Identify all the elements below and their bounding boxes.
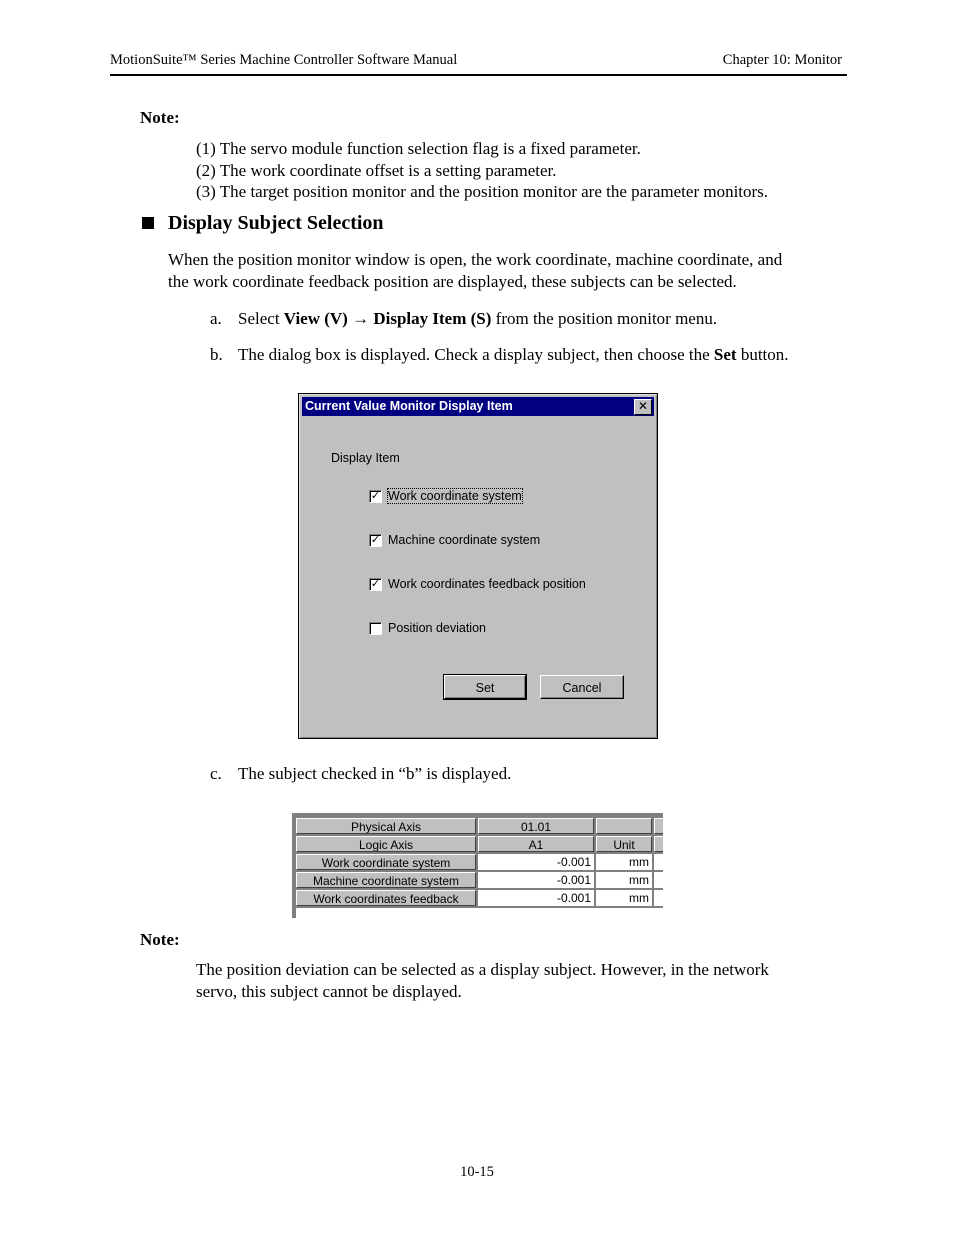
note-label: Note:: [140, 108, 180, 127]
note-item: (3) The target position monitor and the position monitor are the parameter monitors.: [196, 182, 769, 201]
unit-cell: mm: [596, 854, 652, 870]
grid-edge-cell: [654, 836, 663, 852]
page-number: 10-15: [460, 1164, 494, 1180]
step-label: a.: [210, 309, 222, 328]
checkbox-check-icon[interactable]: [369, 622, 382, 635]
value-cell[interactable]: -0.001: [478, 854, 594, 870]
section-heading: Display Subject Selection: [168, 212, 384, 234]
grid-edge-cell: [654, 890, 663, 906]
note-line: The position deviation can be selected as a display subject. However, in the network: [196, 960, 769, 979]
step-label: c.: [210, 764, 222, 783]
checkbox-check-icon[interactable]: ✓: [370, 490, 381, 502]
note-label: Note:: [140, 930, 180, 949]
step-text: The subject checked in “b” is displayed.: [238, 764, 512, 783]
display-item-dialog: [298, 393, 658, 739]
row-header: Physical Axis: [296, 818, 476, 834]
row-header: Work coordinate system: [296, 854, 476, 870]
checkbox-label: Machine coordinate system: [388, 533, 541, 547]
axis-cell: A1: [478, 836, 594, 852]
intro-line: When the position monitor window is open, the work coordinate, machine coordinate, and: [168, 250, 783, 269]
square-bullet-icon: [142, 217, 154, 229]
unit-cell: Unit: [596, 836, 652, 852]
axis-cell: 01.01: [478, 818, 594, 834]
step-text: Select View (V) → Display Item (S) from the position monitor menu.: [238, 309, 718, 328]
close-icon[interactable]: ✕: [634, 399, 652, 415]
grid-edge-cell: [654, 872, 663, 888]
grid-edge-cell: [654, 854, 663, 870]
unit-cell: mm: [596, 890, 652, 906]
header-rule: [110, 74, 847, 76]
note-item: (2) The work coordinate offset is a setting parameter.: [196, 160, 557, 180]
value-cell[interactable]: -0.001: [478, 872, 594, 888]
row-header: Machine coordinate system: [296, 872, 476, 888]
row-header: Work coordinates feedback: [296, 890, 476, 906]
unit-cell: mm: [596, 872, 652, 888]
checkbox-check-icon[interactable]: ✓: [370, 534, 381, 546]
value-cell[interactable]: -0.001: [478, 890, 594, 906]
unit-cell: [596, 818, 652, 834]
checkbox-label: Work coordinates feedback position: [388, 577, 586, 591]
note-list: [196, 138, 768, 203]
set-button[interactable]: Set: [444, 675, 526, 699]
intro-line: the work coordinate feedback position are displayed, these subjects can be selected.: [168, 271, 737, 291]
checkbox-label: Position deviation: [388, 621, 486, 635]
grid-edge-cell: [654, 818, 663, 834]
dialog-title: Current Value Monitor Display Item: [305, 399, 513, 413]
note-line: servo, this subject cannot be displayed.: [196, 981, 462, 1001]
header-title: MotionSuite™ Series Machine Controller Software Manual: [110, 52, 458, 68]
cancel-button[interactable]: Cancel: [540, 675, 624, 699]
grid-empty-area: [296, 908, 663, 918]
note-item: (1) The servo module function selection flag is a fixed parameter.: [196, 139, 641, 158]
header-chapter: Chapter 10: Monitor: [722, 52, 842, 68]
position-monitor-grid: [292, 813, 663, 918]
checkbox-check-icon[interactable]: ✓: [370, 578, 381, 590]
step-text: The dialog box is displayed. Check a display subject, then choose the Set button.: [238, 345, 789, 364]
dialog-titlebar: [302, 397, 654, 416]
checkbox-label: Work coordinate system: [388, 489, 522, 503]
section-intro: [168, 249, 782, 292]
display-item-group-label: Display Item: [331, 451, 400, 465]
step-label: b.: [210, 345, 223, 364]
row-header: Logic Axis: [296, 836, 476, 852]
note-text: [196, 959, 769, 1002]
